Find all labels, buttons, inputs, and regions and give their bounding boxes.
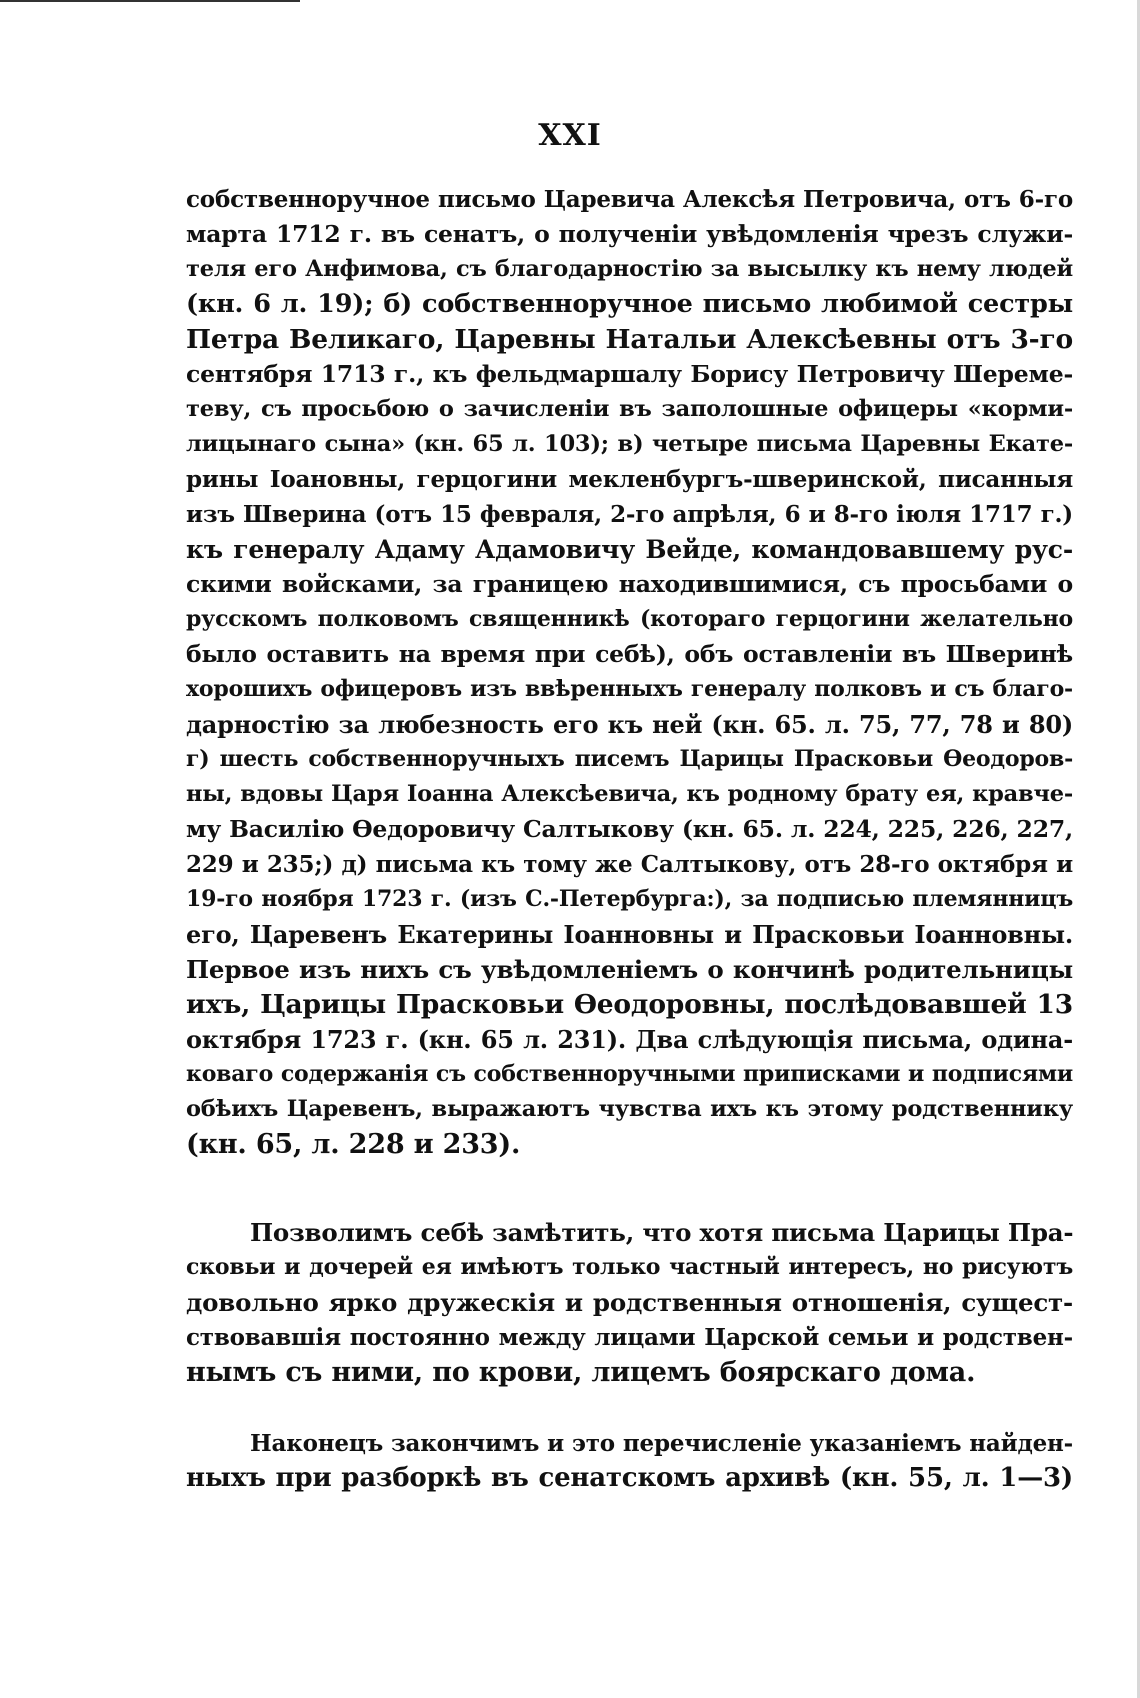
- text-line: марта 1712 г. въ сенатъ, о полученіи увѣдомленія чрезъ служи-: [186, 220, 1073, 248]
- text-line: изъ Шверина (отъ 15 февраля, 2-го апрѣля, 6 и 8-го іюля 1717 г.): [186, 501, 1073, 528]
- text-line: теля его Анфимова, съ благодарностію за высылку къ нему людей: [186, 256, 1073, 282]
- text-line: Наконецъ закончимъ и это перечисленіе указаніемъ найден-: [250, 1430, 1073, 1457]
- text-line: 19-го ноября 1723 г. (изъ С.-Петербурга:), за подписью племянницъ: [186, 886, 1073, 912]
- text-line: дарностію за любезность его къ ней (кн. 65. л. 75, 77, 78 и 80): [186, 710, 1073, 739]
- text-line: его, Царевенъ Екатерины Іоанновны и Прасковьи Іоанновны.: [186, 920, 1073, 949]
- text-line: сентября 1713 г., къ фельдмаршалу Борису Петровичу Шереме-: [186, 360, 1073, 388]
- paragraph-2: [186, 1215, 1073, 1390]
- top-rule: [0, 0, 300, 2]
- text-line: довольно ярко дружескія и родственныя отношенія, сущест-: [186, 1288, 1073, 1317]
- text-line: сковьи и дочерей ея имѣютъ только частный интересъ, но рисуютъ: [186, 1254, 1073, 1280]
- text-line: му Василію Ѳедоровичу Салтыкову (кн. 65. л. 224, 225, 226, 227,: [186, 815, 1073, 843]
- text-line: нымъ съ ними, по крови, лицемъ боярскаго дома.: [186, 1357, 976, 1388]
- text-line: 229 и 235;) д) письма къ тому же Салтыкову, отъ 28-го октября и: [186, 851, 1073, 878]
- text-line: ихъ, Царицы Прасковьи Ѳеодоровны, послѣдовавшей 13: [186, 989, 1073, 1020]
- paragraph-3: [186, 1426, 1073, 1496]
- text-line: г) шесть собственноручныхъ писемъ Царицы Прасковьи Ѳеодоров-: [186, 746, 1073, 772]
- text-line: ныхъ при разборкѣ въ сенатскомъ архивѣ (кн. 55, л. 1—3): [186, 1463, 1073, 1493]
- text-line: (кн. 6 л. 19); б) собственноручное письмо любимой сестры: [186, 289, 1073, 319]
- text-line: (кн. 65, л. 228 и 233).: [186, 1129, 521, 1160]
- text-line: хорошихъ офицеровъ изъ ввѣренныхъ генералу полковъ и съ благо-: [186, 676, 1073, 702]
- page-number: XXI: [538, 118, 602, 153]
- text-line: собственноручное письмо Царевича Алексѣя Петровича, отъ 6-го: [186, 186, 1073, 213]
- text-line: Первое изъ нихъ съ увѣдомленіемъ о кончинѣ родительницы: [186, 955, 1073, 984]
- text-line: къ генералу Адаму Адамовичу Вейде, командовавшему рус-: [186, 535, 1073, 564]
- text-line: обѣихъ Царевенъ, выражаютъ чувства ихъ къ этому родственнику: [186, 1096, 1073, 1122]
- paragraph-1: [186, 182, 1073, 1162]
- text-line: Позволимъ себѣ замѣтить, что хотя письма Царицы Пра-: [250, 1218, 1074, 1247]
- text-line: рины Іоановны, герцогини мекленбургъ-шверинской, писанныя: [186, 466, 1073, 493]
- text-line: теву, съ просьбою о зачисленіи въ заполошные офицеры «корми-: [186, 396, 1073, 422]
- text-line: Петра Великаго, Царевны Натальи Алексѣевны отъ 3-го: [186, 324, 1073, 355]
- text-line: октября 1723 г. (кн. 65 л. 231). Два слѣдующія письма, одина-: [186, 1025, 1073, 1054]
- text-line: русскомъ полковомъ священникѣ (котораго герцогини желательно: [186, 606, 1073, 632]
- text-line: скими войсками, за границею находившимися, съ просьбами о: [186, 570, 1073, 598]
- text-line: ствовавшія постоянно между лицами Царской семьи и родствен-: [186, 1324, 1073, 1351]
- text-line: было оставить на время при себѣ), объ оставленіи въ Шверинѣ: [186, 640, 1073, 668]
- text-line: лицынаго сына» (кн. 65 л. 103); в) четыре письма Царевны Екате-: [186, 431, 1073, 457]
- text-line: коваго содержанія съ собственноручными приписками и подписями: [186, 1061, 1073, 1087]
- text-line: ны, вдовы Царя Іоанна Алексѣевича, къ родному брату ея, кравче-: [186, 781, 1073, 807]
